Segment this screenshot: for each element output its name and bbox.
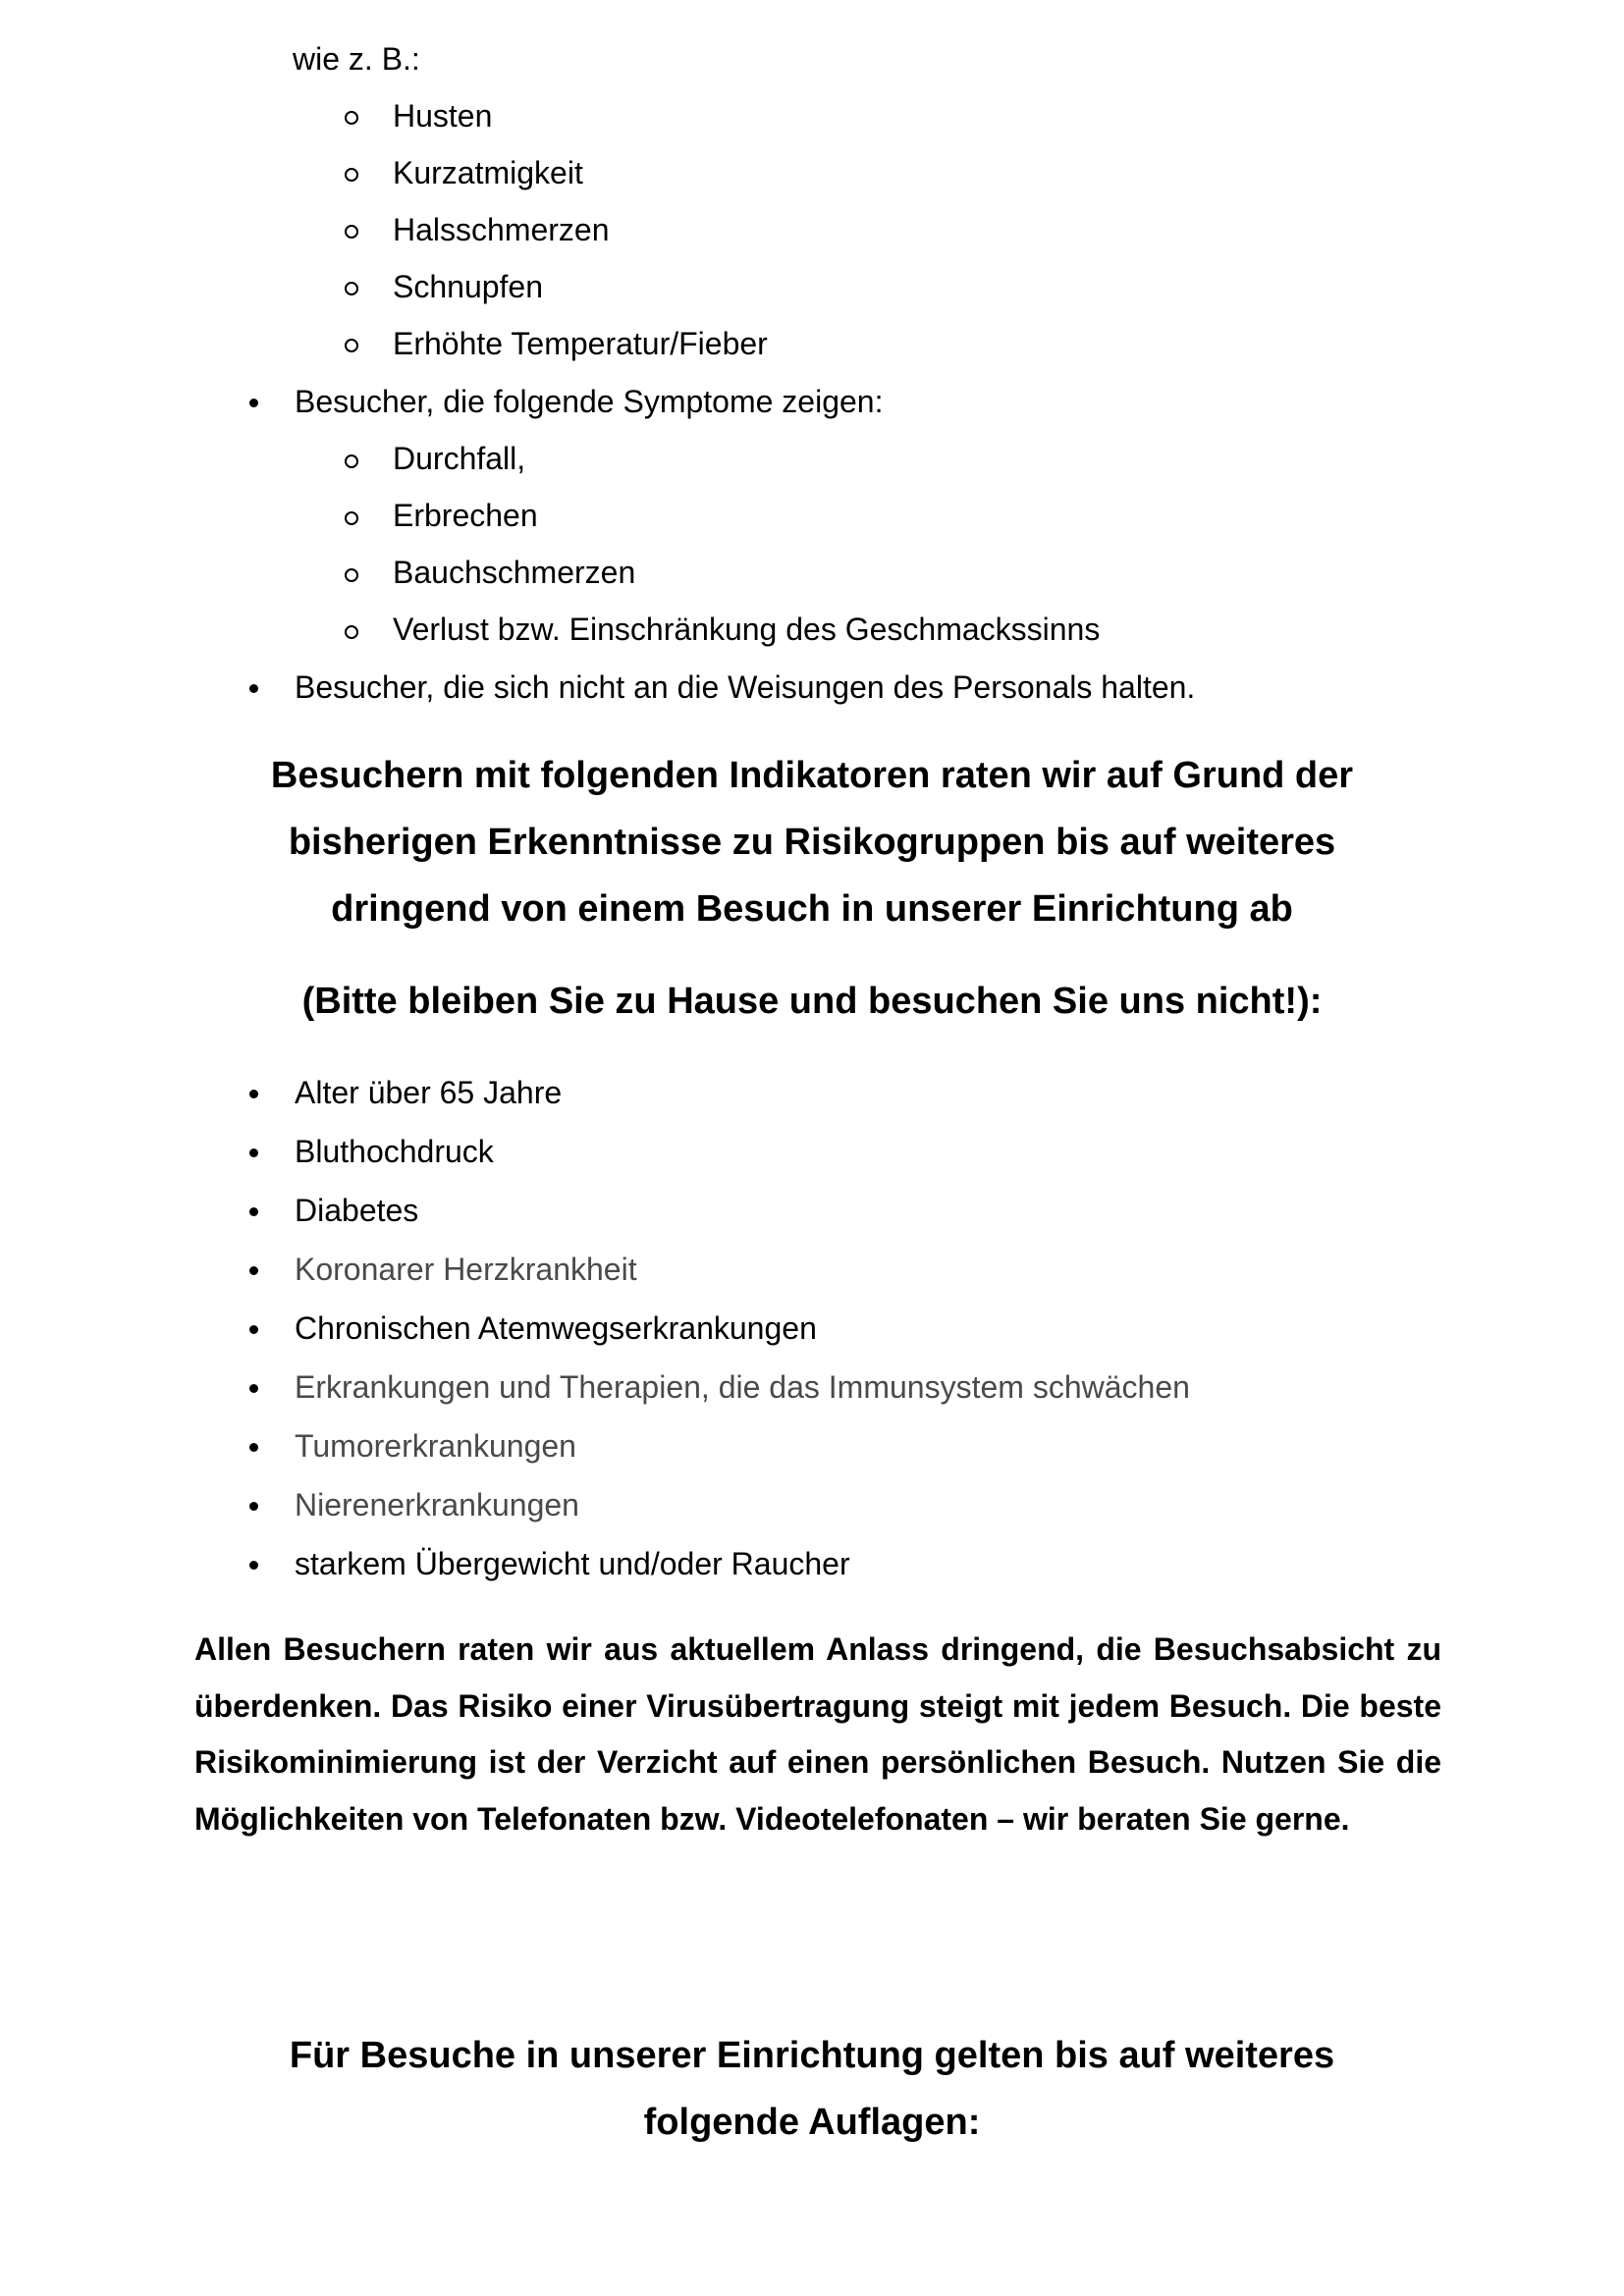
circle-bullet-icon <box>345 339 358 352</box>
circle-bullet-icon <box>345 625 358 639</box>
list-item: Bauchschmerzen <box>393 555 636 590</box>
rules-heading-line-2: folgende Auflagen: <box>643 2102 981 2143</box>
circle-bullet-icon <box>345 454 358 468</box>
bullet-icon <box>249 1148 258 1157</box>
circle-bullet-icon <box>345 282 358 295</box>
bullet-icon <box>249 1443 258 1452</box>
list-item: Tumorerkrankungen <box>295 1428 576 1464</box>
list-item: Erkrankungen und Therapien, die das Immunsystem schwächen <box>295 1369 1190 1405</box>
list-item: Verlust bzw. Einschränkung des Geschmackssinns <box>393 612 1101 647</box>
list-item: Diabetes <box>295 1193 419 1228</box>
circle-bullet-icon <box>345 225 358 239</box>
bullet-icon <box>249 1266 258 1275</box>
bullet-icon <box>249 1090 258 1098</box>
circle-bullet-icon <box>345 168 358 182</box>
bullet-icon <box>249 1502 258 1511</box>
list-item: Chronischen Atemwegserkrankungen <box>295 1310 817 1346</box>
list-item: Kurzatmigkeit <box>393 155 583 190</box>
risk-heading-line-3: dringend von einem Besuch in unserer Einrichtung ab <box>331 888 1293 930</box>
circle-bullet-icon <box>345 111 358 125</box>
circle-bullet-icon <box>345 511 358 525</box>
bullet-instructions: Besucher, die sich nicht an die Weisungen des Personals halten. <box>295 669 1196 705</box>
list-item: Husten <box>393 98 493 133</box>
list-item: Schnupfen <box>393 269 544 304</box>
advice-paragraph: Allen Besuchern raten wir aus aktuellem Anlass dringend, die Besuchsabsicht zu überdenken. Das Risiko einer Virusübertragung steigt mit jedem Besuch. Die beste Risikominimierung ist der Verzicht auf einen persönlichen Besuch. Nutzen Sie die Möglichkeiten von Telefonaten bzw. Videotelefonaten – wir beraten Sie gerne. <box>194 1631 1441 1837</box>
bullet-icon <box>249 1561 258 1570</box>
list-item: Erbrechen <box>393 498 538 533</box>
rules-heading-line-1: Für Besuche in unserer Einrichtung gelten bis auf weiteres <box>289 2035 1335 2076</box>
risk-heading-line-4: (Bitte bleiben Sie zu Hause und besuchen Sie uns nicht!): <box>301 981 1323 1022</box>
list-item: Bluthochdruck <box>295 1134 494 1169</box>
list-item: Erhöhte Temperatur/Fieber <box>393 326 768 361</box>
list-item: Nierenerkrankungen <box>295 1487 579 1522</box>
risk-heading-line-2: bisherigen Erkenntnisse zu Risikogruppen bis auf weiteres <box>288 822 1336 863</box>
bullet-icon <box>249 684 258 693</box>
list-item: starkem Übergewicht und/oder Raucher <box>295 1546 850 1581</box>
list-item: Koronarer Herzkrankheit <box>295 1252 637 1287</box>
risk-heading-line-1: Besuchern mit folgenden Indikatoren raten wir auf Grund der <box>270 755 1354 796</box>
list-item: Halsschmerzen <box>393 212 610 247</box>
list-item: Durchfall, <box>393 441 526 476</box>
list-item: Alter über 65 Jahre <box>295 1075 563 1110</box>
circle-bullet-icon <box>345 568 358 582</box>
bullet-icon <box>249 1384 258 1393</box>
bullet-icon <box>249 1207 258 1216</box>
intro-fragment: wie z. B.: <box>293 41 420 77</box>
bullet-symptoms-intro: Besucher, die folgende Symptome zeigen: <box>295 384 884 419</box>
bullet-icon <box>249 399 258 407</box>
bullet-icon <box>249 1325 258 1334</box>
